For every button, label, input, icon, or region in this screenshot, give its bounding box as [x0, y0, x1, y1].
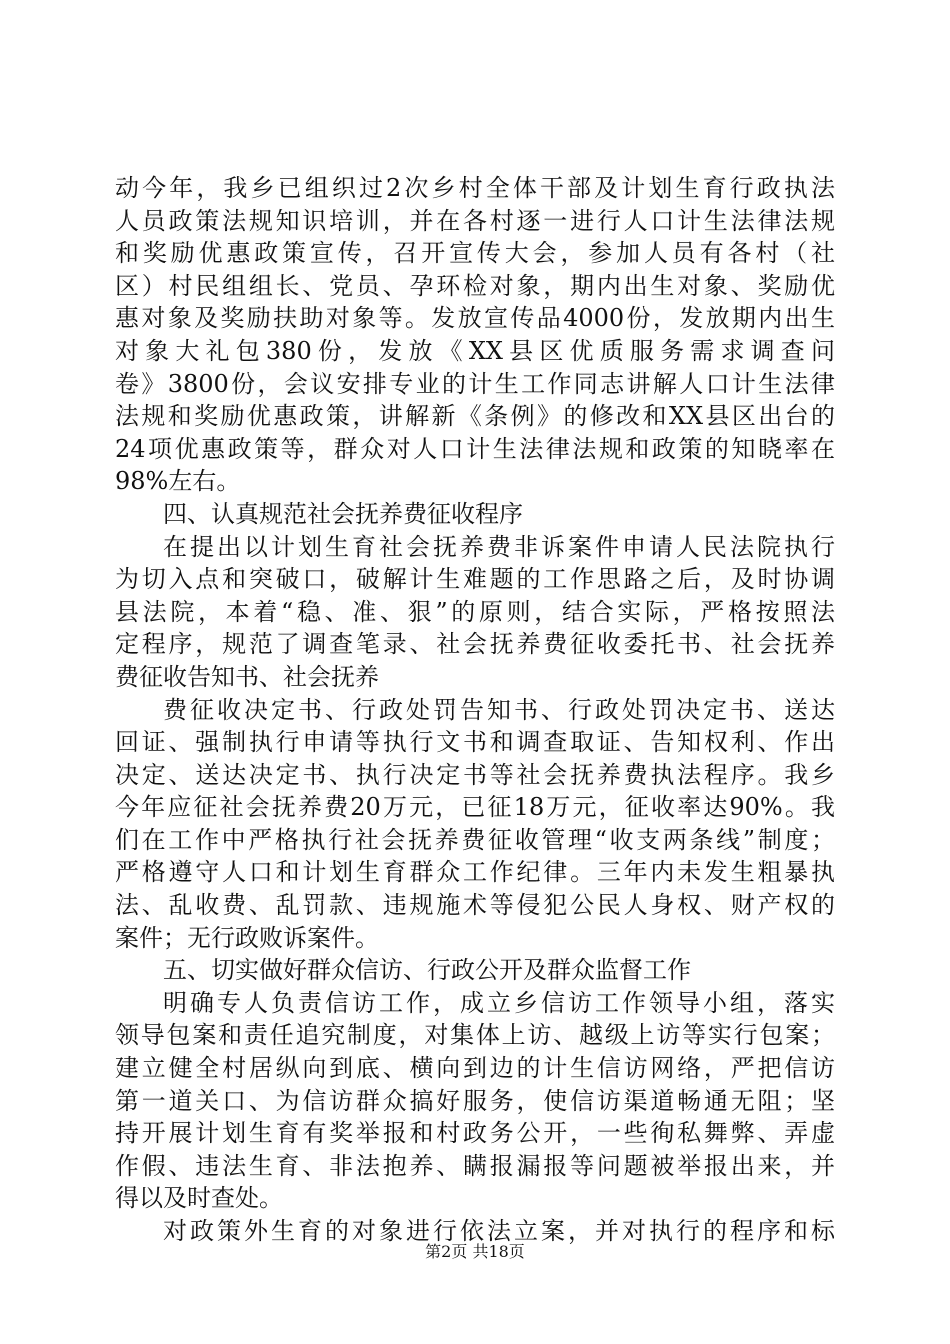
text-line: 明确专人负责信访工作，成立乡信访工作领导小组，落实: [163, 988, 835, 1017]
text-line: 得以及时查处。: [115, 1184, 283, 1213]
text-line: 人员政策法规知识培训，并在各村逐一进行人口计生法律法规: [115, 206, 835, 235]
text-line: 为切入点和突破口，破解计生难题的工作思路之后，及时协调: [115, 565, 835, 594]
text-line: 惠对象及奖励扶助对象等。发放宣传品4000份，发放期内出生: [115, 304, 835, 333]
text-line: 动今年，我乡已组织过2次乡村全体干部及计划生育行政执法: [115, 174, 835, 202]
text-line: 案件；无行政败诉案件。: [115, 923, 379, 952]
text-line: 今年应征社会抚养费20万元，已征18万元，征收率达90%。我: [115, 793, 835, 822]
text-line: 第一道关口、为信访群众搞好服务，使信访渠道畅通无阻；坚: [115, 1086, 835, 1115]
text-line: 区）村民组组长、党员、孕环检对象，期内出生对象、奖励优: [115, 271, 835, 300]
text-line: 98%左右。: [115, 467, 241, 496]
text-line: 定程序，规范了调查笔录、社会抚养费征收委托书、社会抚养: [115, 630, 835, 659]
text-line: 24项优惠政策等，群众对人口计生法律法规和政策的知晓率在: [115, 434, 835, 463]
section-heading: 四、认真规范社会抚养费征收程序: [163, 499, 523, 528]
page-footer: 第2页 共18页: [425, 1242, 525, 1261]
text-line: 和奖励优惠政策宣传，召开宣传大会，参加人员有各村（社: [115, 239, 835, 268]
text-line: 法、乱收费、乱罚款、违规施术等侵犯公民人身权、财产权的: [115, 891, 835, 920]
text-line: 们在工作中严格执行社会抚养费征收管理“收支两条线”制度；: [115, 825, 835, 854]
text-line: 在提出以计划生育社会抚养费非诉案件申请人民法院执行: [163, 532, 835, 561]
text-line: 回证、强制执行申请等执行文书和调查取证、告知权利、作出: [115, 728, 835, 757]
text-line: 县法院，本着“稳、准、狠”的原则，结合实际，严格按照法: [115, 597, 835, 626]
text-line: 费征收决定书、行政处罚告知书、行政处罚决定书、送达: [163, 695, 835, 724]
text-line: 作假、违法生育、非法抱养、瞒报漏报等问题被举报出来，并: [115, 1151, 835, 1180]
text-line: 建立健全村居纵向到底、横向到边的计生信访网络，严把信访: [115, 1054, 835, 1083]
text-line: 费征收告知书、社会抚养: [115, 662, 379, 691]
text-line: 法规和奖励优惠政策，讲解新《条例》的修改和XX县区出台的: [115, 402, 835, 431]
text-line: 持开展计划生育有奖举报和村政务公开，一些徇私舞弊、弄虚: [115, 1119, 835, 1148]
text-line: 对象大礼包380份，发放《XX县区优质服务需求调查问: [115, 336, 835, 365]
text-line: 决定、送达决定书、执行决定书等社会抚养费执法程序。我乡: [115, 760, 835, 789]
text-line: 领导包案和责任追究制度，对集体上访、越级上访等实行包案；: [115, 1021, 835, 1050]
text-line: 卷》3800份，会议安排专业的计生工作同志讲解人口计生法律: [115, 369, 835, 398]
document-body: [115, 172, 835, 1248]
text-line: 严格遵守人口和计划生育群众工作纪律。三年内未发生粗暴执: [115, 858, 835, 887]
text-line: 对政策外生育的对象进行依法立案，并对执行的程序和标: [163, 1217, 835, 1245]
section-heading: 五、切实做好群众信访、行政公开及群众监督工作: [163, 956, 691, 985]
